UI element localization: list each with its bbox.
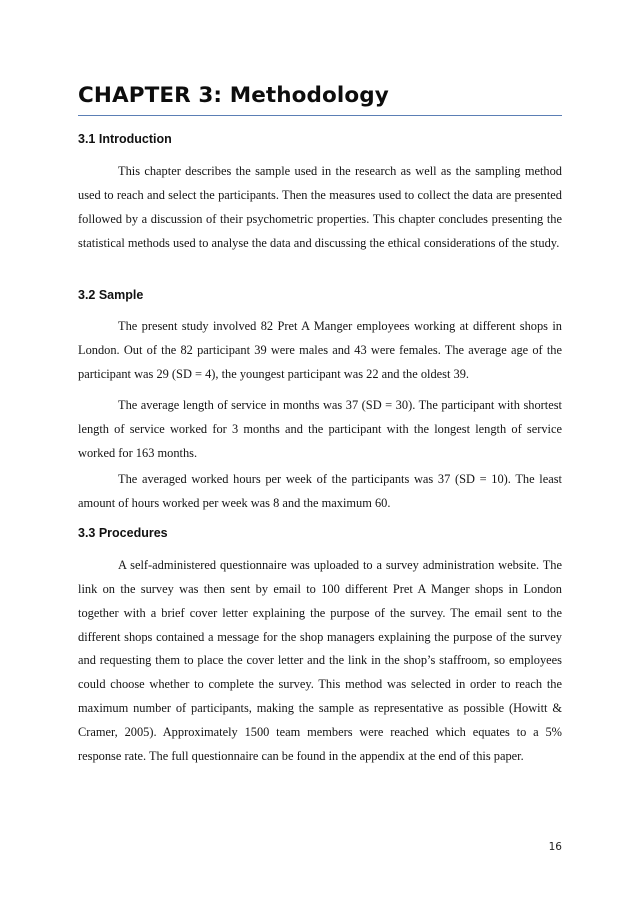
paragraph-introduction: This chapter describes the sample used in the research as well as the sampling method used to reach and select the participants. Then the measures used to collect the data are presented followed by a discussion of their psychometric properties. This chapter concludes presenting the statistical methods used to analyse the data and discussing the ethical considerations of the study. [78, 164, 562, 250]
paragraph-sample-participants: The present study involved 82 Pret A Manger employees working at different shops in London. Out of the 82 participant 39 were males and 43 were females. The average age of the participant was 29 (SD = 4), the youngest participant was 22 and the oldest 39. [78, 319, 562, 381]
section-heading-procedures: 3.3 Procedures [78, 526, 168, 540]
paragraph-procedures: A self-administered questionnaire was uploaded to a survey administration website. The link on the survey was then sent by email to 100 different Pret A Manger shops in London together with a brief cover letter explaining the purpose of the survey. The email sent to the different shops contained a message for the shop managers explaining the purpose of the survey and requesting them to place the cover letter and the link in the shop’s staffroom, so employees could choose whether to complete the survey. This method was selected in order to reach the maximum number of participants, making the sample as representative as possible (Howitt & Cramer, 2005). Approximately 1500 team members were reached which equates to a 5% response rate. The full questionnaire can be found in the appendix at the end of this paper. [78, 558, 562, 763]
document-page [78, 0, 562, 903]
chapter-title: CHAPTER 3: Methodology [78, 83, 389, 108]
section-heading-sample: 3.2 Sample [78, 288, 144, 302]
title-underline [78, 115, 562, 116]
paragraph-sample-worked-hours: The averaged worked hours per week of the participants was 37 (SD = 10). The least amount of hours worked per week was 8 and the maximum 60. [78, 472, 562, 510]
paragraph-sample-length-of-service: The average length of service in months was 37 (SD = 30). The participant with shortest length of service worked for 3 months and the participant with the longest length of service worked for 163 months. [78, 398, 562, 460]
section-heading-introduction: 3.1 Introduction [78, 132, 172, 146]
page-number: 16 [548, 841, 562, 853]
